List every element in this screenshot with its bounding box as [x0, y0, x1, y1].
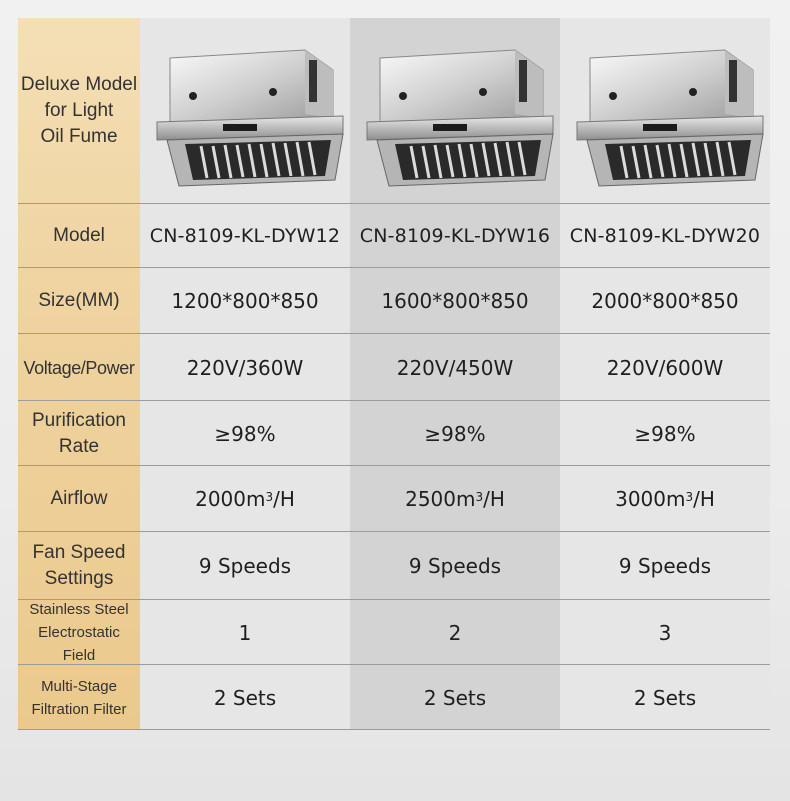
row-label-line: Fan Speed — [32, 542, 126, 563]
airflow-unit-sup: 3 — [685, 490, 694, 504]
power-value: 220V/600W — [606, 355, 724, 380]
header-label — [18, 18, 140, 204]
row-label-line: Electrostatic Field — [38, 624, 120, 664]
row-label-line: Rate — [58, 435, 100, 457]
row-label-line: Stainless Steel — [29, 601, 129, 618]
airflow-value — [560, 466, 770, 532]
row-filtration-filter — [18, 665, 770, 730]
range-hood-image — [145, 30, 345, 190]
airflow-unit-tail: /H — [273, 487, 295, 511]
row-airflow — [18, 466, 770, 532]
size-value: 2000*800*850 — [591, 289, 739, 313]
airflow-number: 2500m — [405, 487, 476, 511]
purification-value: ≥98% — [424, 421, 486, 446]
power-value: 220V/450W — [396, 355, 514, 380]
airflow-number: 3000m — [615, 487, 686, 511]
electrostatic-value: 2 — [448, 620, 462, 645]
airflow-unit-tail: /H — [483, 487, 505, 511]
model-value: CN-8109-KL-DYW20 — [569, 225, 761, 247]
range-hood-image — [355, 30, 555, 190]
airflow-number: 2000m — [195, 487, 266, 511]
power-value: 220V/360W — [186, 355, 304, 380]
model-value: CN-8109-KL-DYW12 — [149, 225, 341, 247]
row-size — [18, 268, 770, 334]
row-label — [18, 532, 140, 600]
row-label-line: Filtration Filter — [31, 700, 127, 718]
fan-speed-value: 9 Speeds — [618, 554, 712, 578]
filter-value: 2 Sets — [633, 685, 697, 710]
electrostatic-value: 3 — [658, 620, 672, 645]
range-hood-image — [565, 30, 765, 190]
size-value: 1600*800*850 — [381, 289, 529, 313]
row-label-line: Purification — [32, 409, 126, 431]
filter-value: 2 Sets — [423, 685, 487, 710]
spec-table — [18, 18, 770, 730]
row-label: Voltage/Power — [23, 357, 135, 378]
row-voltage-power — [18, 334, 770, 401]
fan-speed-value: 9 Speeds — [198, 554, 292, 578]
row-label: Airflow — [50, 488, 108, 509]
purification-value: ≥98% — [634, 421, 696, 446]
electrostatic-value: 1 — [238, 620, 252, 645]
row-divider — [18, 729, 770, 730]
airflow-unit-sup: 3 — [475, 490, 484, 504]
airflow-value — [350, 466, 560, 532]
model-value: CN-8109-KL-DYW16 — [359, 225, 551, 247]
row-fan-speed — [18, 532, 770, 600]
row-label — [18, 401, 140, 466]
row-electrostatic-field — [18, 600, 770, 665]
header-label-line: Oil Fume — [40, 126, 118, 147]
row-label-line: Multi-Stage — [41, 677, 117, 695]
row-label: Size(MM) — [38, 290, 120, 311]
row-purification-rate — [18, 401, 770, 466]
size-value: 1200*800*850 — [171, 289, 319, 313]
row-label-line: Settings — [44, 568, 114, 589]
purification-value: ≥98% — [214, 421, 276, 446]
row-label — [18, 665, 140, 730]
row-label — [18, 600, 140, 665]
row-label: Model — [53, 225, 105, 246]
row-model — [18, 204, 770, 268]
airflow-value — [140, 466, 350, 532]
header-label-line: for Light — [44, 100, 114, 121]
airflow-unit-tail: /H — [693, 487, 715, 511]
header-label-line: Deluxe Model — [20, 74, 138, 95]
airflow-unit-sup: 3 — [265, 490, 274, 504]
fan-speed-value: 9 Speeds — [408, 554, 502, 578]
filter-value: 2 Sets — [213, 685, 277, 710]
